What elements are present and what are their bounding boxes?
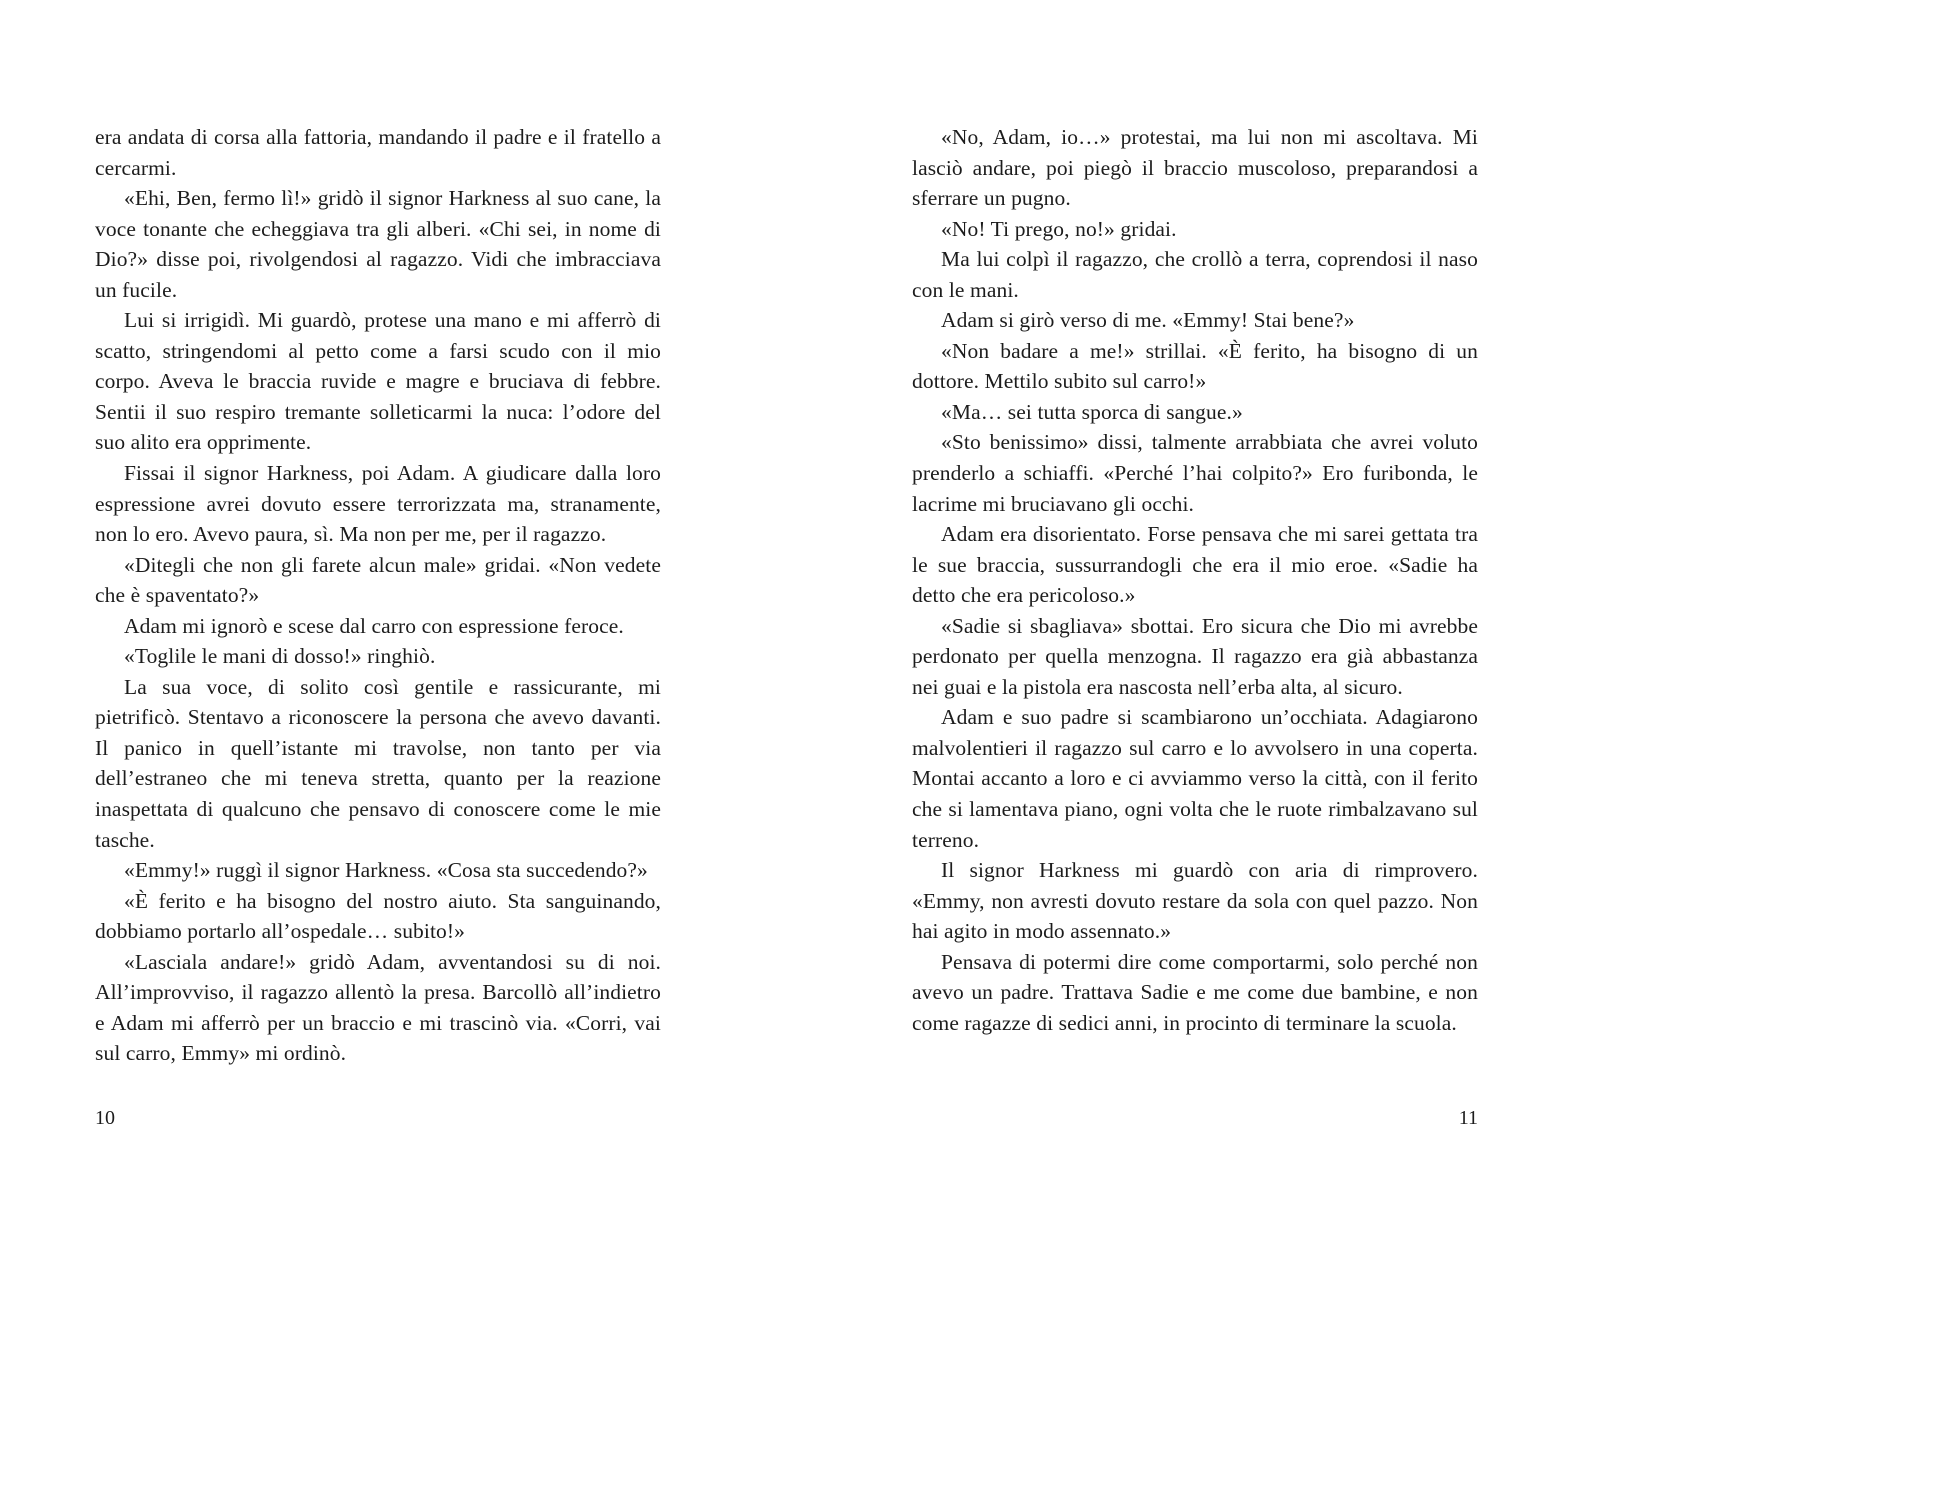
paragraph: «Sadie si sbagliava» sbottai. Ero sicura che Dio mi avrebbe perdonato per quella menzogna. Il ragazzo era già abbastanza nei guai e la pistola era nascosta nell’erba alta, al sicuro.: [912, 613, 1478, 699]
paragraph: Ma lui colpì il ragazzo, che crollò a terra, coprendosi il naso con le mani.: [912, 247, 1478, 302]
paragraph: «No! Ti prego, no!» gridai.: [941, 216, 1177, 241]
paragraph: «Non badare a me!» strillai. «È ferito, ha bisogno di un dottore. Mettilo subito sul carro!»: [912, 338, 1478, 394]
paragraph: «Ehi, Ben, fermo lì!» gridò il signor Harkness al suo cane, la voce tonante che echeggiava tra gli alberi. «Chi sei, in nome di Dio?» disse poi, rivolgendosi al ragazzo. Vidi che imbracciava un fucile.: [95, 186, 661, 302]
paragraph: era andata di corsa alla fattoria, mandando il padre e il fratello a cercarmi.: [95, 125, 661, 180]
paragraph: «Toglile le mani di dosso!» ringhiò.: [124, 644, 436, 669]
paragraph: «È ferito e ha bisogno del nostro aiuto. Sta sanguinando, dobbiamo portarlo all’ospedale… subito!»: [95, 888, 661, 944]
book-page-left: [95, 122, 661, 1069]
paragraph: «Lasciala andare!» gridò Adam, avventandosi su di noi. All’improvviso, il ragazzo allentò la presa. Barcollò all’indietro e Adam mi afferrò per un braccio e mi trascinò via. «Corri, vai sul carro, Emmy» mi ordinò.: [95, 949, 661, 1066]
paragraph: Adam era disorientato. Forse pensava che mi sarei gettata tra le sue braccia, sussurrandogli che era il mio eroe. «Sadie ha detto che era pericoloso.»: [912, 522, 1478, 608]
paragraph: «Ditegli che non gli farete alcun male» gridai. «Non vedete che è spaventato?»: [95, 552, 661, 608]
paragraph: Lui si irrigidì. Mi guardò, protese una mano e mi afferrò di scatto, stringendomi al petto come a farsi scudo con il mio corpo. Aveva le braccia ruvide e magre e bruciava di febbre. Sentii il suo respiro tremante solleticarmi la nuca: l’odore del suo alito era opprimente.: [95, 308, 661, 455]
page-number-right: 11: [1458, 1107, 1478, 1129]
paragraph: «No, Adam, io…» protestai, ma lui non mi ascoltava. Mi lasciò andare, poi piegò il braccio muscoloso, preparandosi a sferrare un pugno.: [912, 125, 1478, 211]
paragraph: La sua voce, di solito così gentile e rassicurante, mi pietrificò. Stentavo a riconoscere la persona che avevo davanti. Il panico in quell’istante mi travolse, non tanto per via dell’estraneo che mi teneva stretta, quanto per la reazione inaspettata di qualcuno che pensavo di conoscere come le mie tasche.: [95, 674, 661, 852]
page-number-left: 10: [95, 1107, 115, 1129]
paragraph: Fissai il signor Harkness, poi Adam. A giudicare dalla loro espressione avrei dovuto essere terrorizzata ma, stranamente, non lo ero. Avevo paura, sì. Ma non per me, per il ragazzo.: [95, 461, 661, 547]
book-page-right: [912, 122, 1478, 1038]
paragraph: Il signor Harkness mi guardò con aria di rimprovero. «Emmy, non avresti dovuto restare da sola con quel pazzo. Non hai agito in modo assennato.»: [912, 858, 1478, 944]
paragraph: «Sto benissimo» dissi, talmente arrabbiata che avrei voluto prenderlo a schiaffi. «Perché l’hai colpito?» Ero furibonda, le lacrime mi bruciavano gli occhi.: [912, 430, 1478, 516]
paragraph: Adam e suo padre si scambiarono un’occhiata. Adagiarono malvolentieri il ragazzo sul carro e lo avvolsero in una coperta. Montai accanto a loro e ci avviammo verso la città, con il ferito che si lamentava piano, ogni volta che le ruote rimbalzavano sul terreno.: [912, 705, 1478, 852]
paragraph: Adam si girò verso di me. «Emmy! Stai bene?»: [941, 308, 1355, 333]
paragraph: Pensava di potermi dire come comportarmi, solo perché non avevo un padre. Trattava Sadie e me come due bambine, e non come ragazze di sedici anni, in procinto di terminare la scuola.: [912, 949, 1478, 1035]
paragraph: «Emmy!» ruggì il signor Harkness. «Cosa sta succedendo?»: [124, 858, 648, 883]
paragraph: «Ma… sei tutta sporca di sangue.»: [941, 399, 1243, 424]
paragraph: Adam mi ignorò e scese dal carro con espressione feroce.: [124, 613, 624, 638]
